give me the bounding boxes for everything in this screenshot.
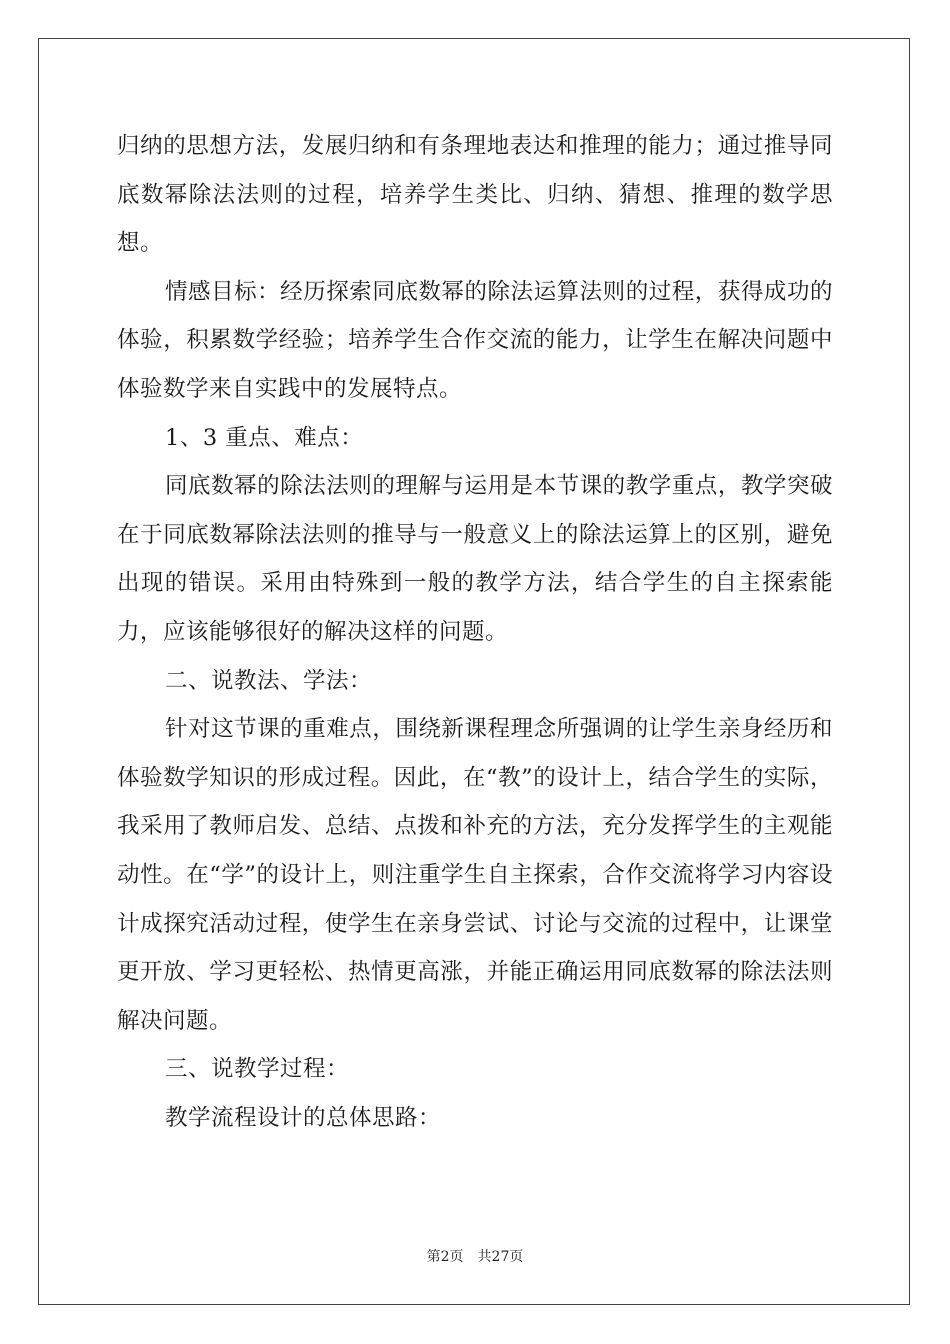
- paragraph-2: 情感目标：经历探索同底数幂的除法运算法则的过程，获得成功的体验，积累数学经验；培养学生合作交流的能力，让学生在解决问题中体验数学来自实践中的发展特点。: [117, 278, 833, 402]
- paragraph-1: 归纳的思想方法，发展归纳和有条理地表达和推理的能力；通过推导同底数幂除法法则的过程，培养学生类比、归纳、猜想、推理的数学思想。: [117, 133, 833, 257]
- page-number: 第2页: [426, 1249, 464, 1265]
- page-footer: [0, 1246, 950, 1266]
- paragraph-4: 同底数幂的除法法则的理解与运用是本节课的教学重点，教学突破在于同底数幂除法法则的推导与一般意义上的除法运算上的区别，避免出现的错误。采用由特殊到一般的教学方法，结合学生的自主探索能力，应该能够很好的解决这样的问题。: [117, 473, 833, 645]
- document-body: [117, 122, 833, 1142]
- paragraph-6: 针对这节课的重难点，围绕新课程理念所强调的让学生亲身经历和体验数学知识的形成过程。因此，在“教”的设计上，结合学生的实际，我采用了教师启发、总结、点拨和补充的方法，充分发挥学生的主观能动性。在“学”的设计上，则注重学生自主探索，合作交流将学习内容设计成探究活动过程，使学生在亲身尝试、讨论与交流的过程中，让课堂更开放、学习更轻松、热情更高涨，并能正确运用同底数幂的除法法则解决问题。: [117, 716, 833, 1034]
- section-heading-process: 三、说教学过程：: [165, 1056, 350, 1083]
- section-heading-key-points: 1、3 重点、难点：: [165, 424, 364, 451]
- section-heading-methods: 二、说教法、学法：: [165, 667, 373, 694]
- paragraph-8: 教学流程设计的总体思路：: [165, 1104, 442, 1131]
- page-total: 共27页: [477, 1249, 524, 1265]
